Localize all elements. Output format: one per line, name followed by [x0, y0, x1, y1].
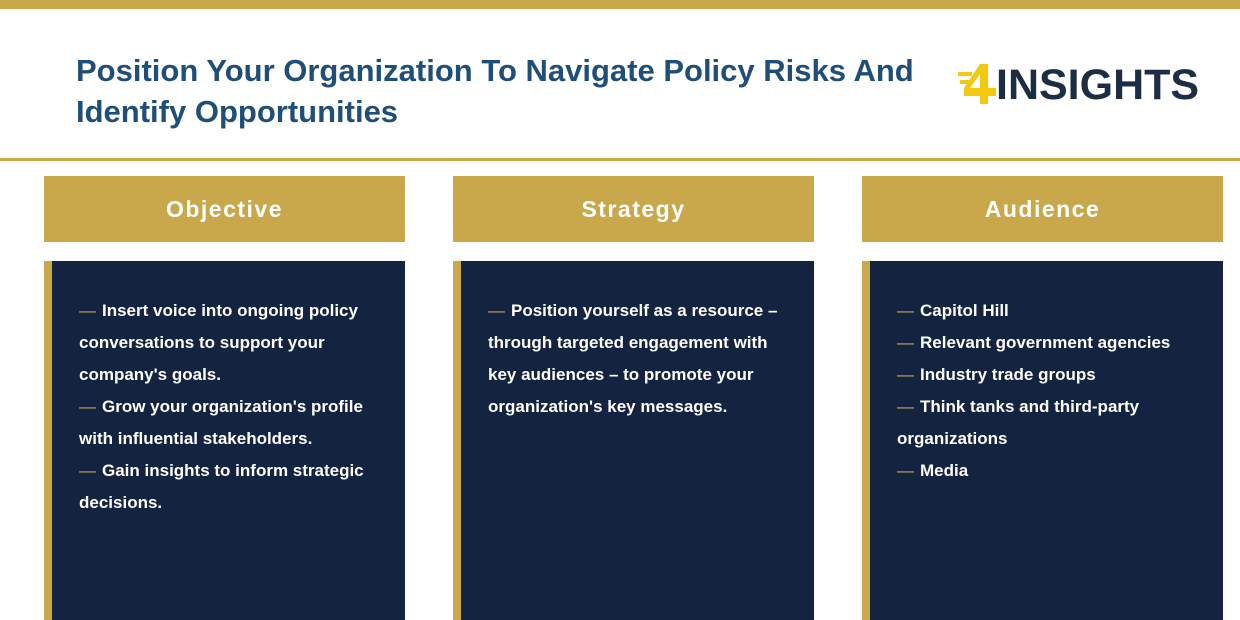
dash-icon: —	[79, 301, 96, 320]
header-divider	[0, 158, 1240, 161]
audience-list	[870, 261, 1223, 487]
insights-logo	[958, 56, 1218, 112]
strategy-panel	[453, 261, 814, 620]
top-accent-bar	[0, 0, 1240, 9]
list-item	[79, 391, 377, 455]
list-item	[897, 391, 1195, 455]
objective-panel	[44, 261, 405, 620]
list-item-text: Think tanks and third-party organizations	[897, 397, 1140, 448]
list-item-text: Position yourself as a resource – through targeted engagement with key audiences – to promote your organization's key messages.	[488, 301, 778, 416]
strategy-column	[453, 176, 814, 620]
list-item	[79, 295, 377, 391]
objective-list	[52, 261, 405, 519]
list-item-text: Capitol Hill	[920, 301, 1009, 320]
dash-icon: —	[79, 397, 96, 416]
list-item-text: Gain insights to inform strategic decisions.	[79, 461, 364, 512]
list-item	[79, 455, 377, 519]
logo-mark-icon	[958, 58, 998, 108]
dash-icon: —	[488, 301, 505, 320]
list-item-text: Relevant government agencies	[920, 333, 1171, 352]
dash-icon: —	[79, 461, 96, 480]
logo-wordmark: INSIGHTS	[996, 61, 1200, 109]
dash-icon: —	[897, 301, 914, 320]
list-item	[897, 327, 1195, 359]
objective-heading: Objective	[44, 176, 405, 242]
objective-column	[44, 176, 405, 620]
strategy-list	[461, 261, 814, 423]
list-item-text: Grow your organization's profile with influential stakeholders.	[79, 397, 363, 448]
audience-heading: Audience	[862, 176, 1223, 242]
list-item	[897, 359, 1195, 391]
list-item	[488, 295, 786, 423]
list-item-text: Insert voice into ongoing policy conversations to support your company's goals.	[79, 301, 358, 384]
list-item-text: Industry trade groups	[920, 365, 1096, 384]
dash-icon: —	[897, 365, 914, 384]
list-item	[897, 455, 1195, 487]
dash-icon: —	[897, 397, 914, 416]
strategy-heading: Strategy	[453, 176, 814, 242]
list-item	[897, 295, 1195, 327]
list-item-text: Media	[920, 461, 969, 480]
audience-panel	[862, 261, 1223, 620]
dash-icon: —	[897, 333, 914, 352]
page-title: Position Your Organization To Navigate Policy Risks And Identify Opportunities	[76, 53, 914, 129]
dash-icon: —	[897, 461, 914, 480]
audience-column	[862, 176, 1223, 620]
